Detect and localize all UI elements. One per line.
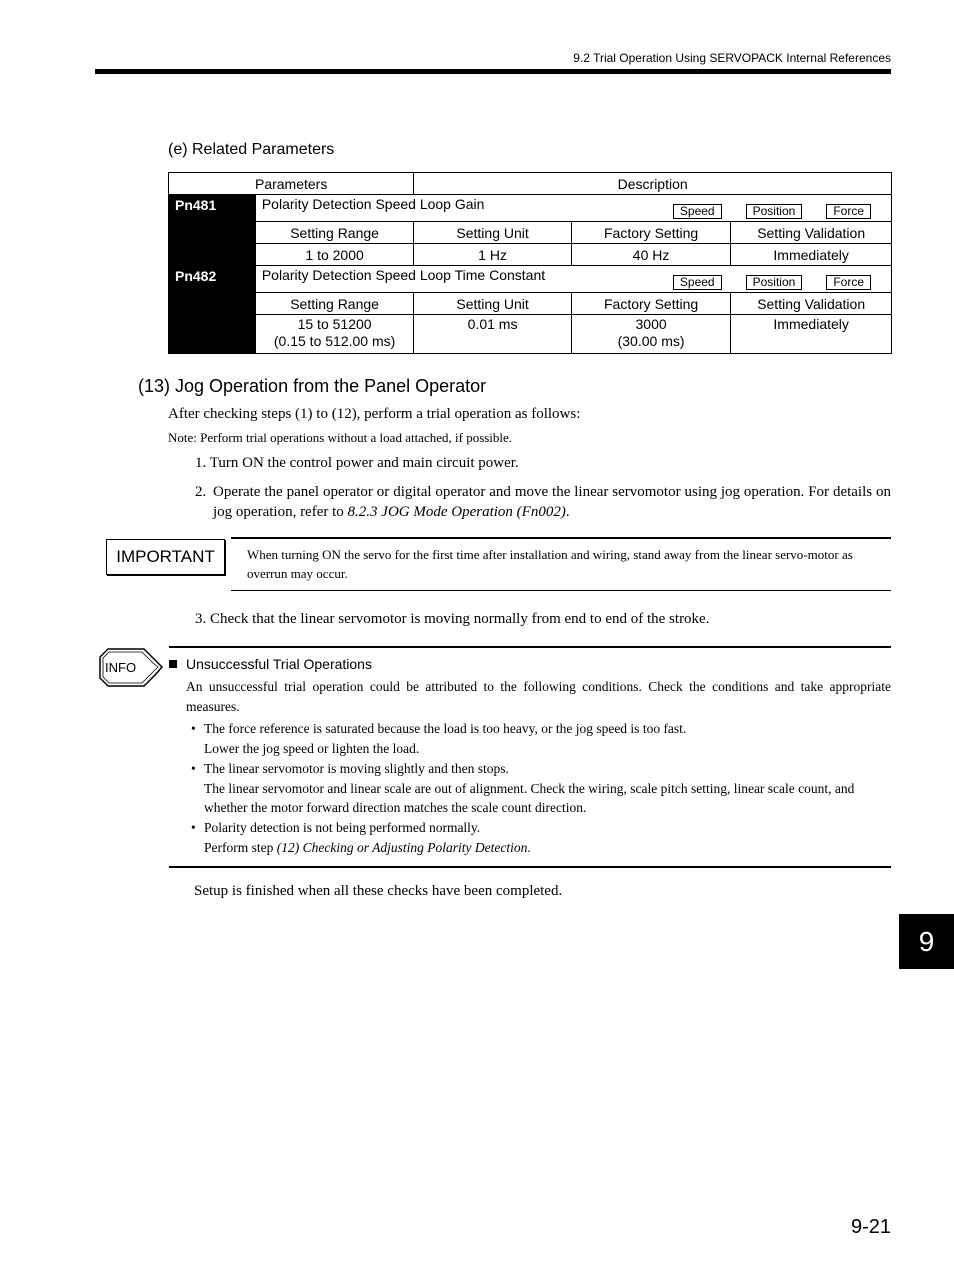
factory-line: 3000 xyxy=(635,316,667,332)
closing-text: Setup is finished when all these checks have been completed. xyxy=(194,883,563,899)
mode-force-badge: Force xyxy=(826,275,871,290)
param-row-pn482 xyxy=(169,266,892,293)
setting-unit-header: Setting Unit xyxy=(414,222,572,244)
bullet-dot: • xyxy=(191,820,196,835)
chapter-tab: 9 xyxy=(899,914,954,969)
setting-unit-header: Setting Unit xyxy=(414,293,572,315)
info-paragraph: An unsuccessful trial operation could be attributed to the following conditions. Check the conditions and take appropriate measures. xyxy=(186,679,891,714)
step-2 xyxy=(195,483,891,522)
setting-range-header: Setting Range xyxy=(255,293,413,315)
header-rule xyxy=(95,69,891,74)
bullet-line: Polarity detection is not being performed normally. xyxy=(204,820,481,835)
factory-line-2: (30.00 ms) xyxy=(617,333,685,349)
step-text-part: Operate the panel operator or digital operator and move the linear servomotor using jog operation. For details on jog operation, refer to xyxy=(213,484,891,520)
factory-setting-header: Factory Setting xyxy=(571,222,731,244)
bullet-line-part: Perform step xyxy=(204,839,277,855)
factory-setting-header: Factory Setting xyxy=(571,293,731,315)
setting-validation-value: Immediately xyxy=(731,315,892,354)
cross-reference-link[interactable]: 8.2.3 JOG Mode Operation (Fn002) xyxy=(347,503,566,520)
mode-badges xyxy=(649,273,871,290)
info-rule-bottom xyxy=(169,866,891,868)
info-bullet-3 xyxy=(191,818,881,857)
setting-range-value xyxy=(255,315,413,354)
info-rule-top xyxy=(169,646,891,648)
parameter-table xyxy=(168,172,892,354)
intro-text: After checking steps (1) to (12), perform a trial operation as follows: xyxy=(168,406,581,422)
related-parameters-heading: (e) Related Parameters xyxy=(168,141,335,158)
info-bullet-1 xyxy=(191,719,881,758)
info-icon-label: INFO xyxy=(105,660,137,675)
mode-speed-badge: Speed xyxy=(673,275,722,290)
param-values-row xyxy=(169,315,892,354)
bullet-line-part: . xyxy=(527,839,531,855)
bullet-dot: • xyxy=(191,721,196,736)
mode-speed-badge: Speed xyxy=(673,204,722,219)
param-name-pn481: Polarity Detection Speed Loop Gain xyxy=(261,196,485,212)
step-1 xyxy=(195,455,519,472)
step-text-part: . xyxy=(565,503,570,520)
param-number-pn481: Pn481 xyxy=(169,195,256,266)
page-number: 9-21 xyxy=(850,1216,891,1238)
info-bullet-2 xyxy=(191,759,881,818)
param-values-row xyxy=(169,244,892,266)
setting-validation-header: Setting Validation xyxy=(731,222,892,244)
col-description-header: Description xyxy=(414,173,892,195)
bullet-dot: • xyxy=(191,761,196,776)
param-name-cell xyxy=(255,195,891,222)
bullet-line xyxy=(204,838,881,858)
bullet-text xyxy=(204,818,881,857)
step-text: Turn ON the control power and main circuit power. xyxy=(209,455,519,471)
factory-setting-value xyxy=(571,315,731,354)
bullet-text xyxy=(204,719,881,758)
step-text: Check that the linear servomotor is moving normally from end to end of the stroke. xyxy=(210,611,710,627)
mode-position-badge: Position xyxy=(746,204,803,219)
cross-reference-link[interactable]: (12) Checking or Adjusting Polarity Detection xyxy=(276,839,528,855)
param-subheader-row xyxy=(169,222,892,244)
param-number-pn482: Pn482 xyxy=(169,266,256,354)
step-number: 2. xyxy=(195,484,207,500)
mode-position-badge: Position xyxy=(746,275,803,290)
param-name-pn482: Polarity Detection Speed Loop Time Constant xyxy=(261,267,546,283)
step-3 xyxy=(195,611,709,628)
important-label: IMPORTANT xyxy=(106,539,225,575)
factory-setting-value: 40 Hz xyxy=(571,244,731,266)
info-title: Unsuccessful Trial Operations xyxy=(186,656,372,672)
bullet-line: The linear servomotor and linear scale are out of alignment. Check the wiring, scale pitch setting, linear scale count, and whether the motor forward direction matches the scale count direction. xyxy=(204,780,855,815)
bullet-line: The force reference is saturated because the load is too heavy, or the jog speed is too fast. xyxy=(204,721,687,736)
section-13-heading: (13) Jog Operation from the Panel Operator xyxy=(138,376,487,396)
running-head: 9.2 Trial Operation Using SERVOPACK Internal References xyxy=(573,51,891,65)
setting-range-header: Setting Range xyxy=(255,222,413,244)
mode-badges xyxy=(649,202,871,219)
setting-unit-value: 0.01 ms xyxy=(414,315,572,354)
step-text xyxy=(213,483,891,522)
param-name-cell xyxy=(255,266,891,293)
setting-validation-value: Immediately xyxy=(731,244,892,266)
bullet-text xyxy=(204,759,881,818)
setting-validation-header: Setting Validation xyxy=(731,293,892,315)
bullet-line: The linear servomotor is moving slightly and then stops. xyxy=(204,761,509,776)
square-bullet-icon xyxy=(169,660,177,668)
step-number: 1. xyxy=(195,455,207,471)
important-rule-bottom xyxy=(231,590,891,591)
range-line-2: (0.15 to 512.00 ms) xyxy=(273,333,396,349)
param-row-pn481 xyxy=(169,195,892,222)
bullet-line: Lower the jog speed or lighten the load. xyxy=(204,740,420,756)
mode-force-badge: Force xyxy=(826,204,871,219)
col-parameters-header: Parameters xyxy=(169,173,414,195)
important-text: When turning ON the servo for the first time after installation and wiring, stand away from the linear servo-motor as overrun may occur. xyxy=(247,547,853,581)
important-rule-top xyxy=(231,537,891,539)
note-text: Note: Perform trial operations without a load attached, if possible. xyxy=(168,430,513,445)
info-icon xyxy=(98,647,164,689)
range-line: 15 to 51200 xyxy=(297,316,372,332)
table-header-row xyxy=(169,173,892,195)
setting-unit-value: 1 Hz xyxy=(414,244,572,266)
setting-range-value: 1 to 2000 xyxy=(255,244,413,266)
param-subheader-row xyxy=(169,293,892,315)
step-number: 3. xyxy=(195,611,207,627)
